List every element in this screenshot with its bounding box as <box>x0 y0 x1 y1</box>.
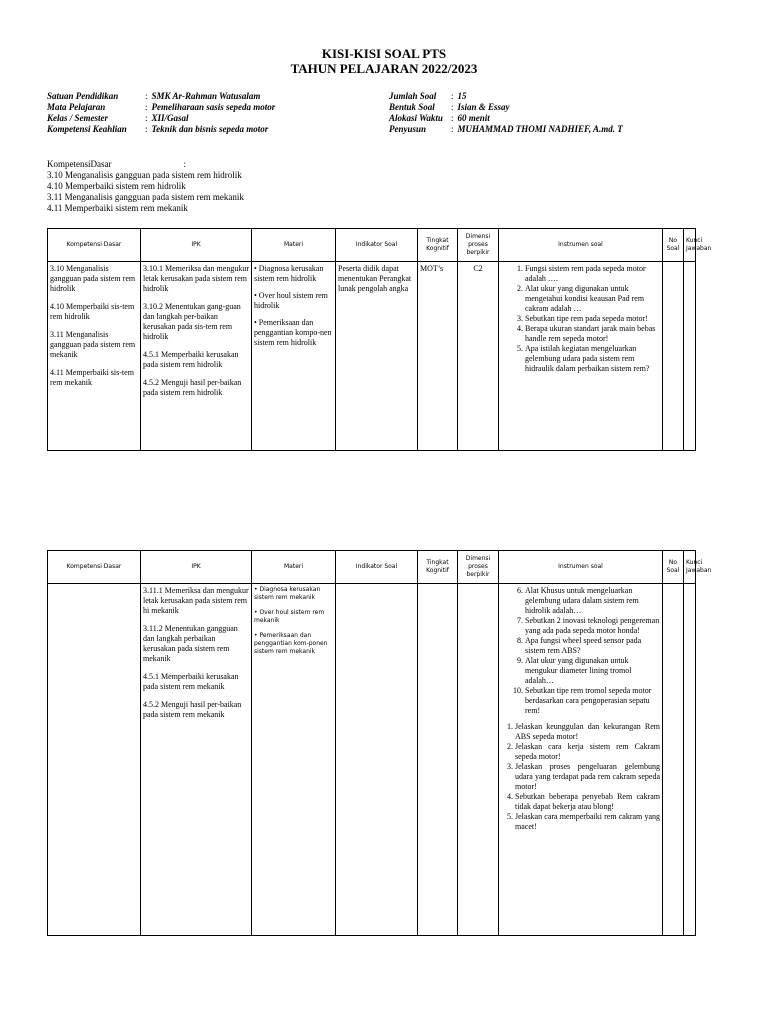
col-kd: Kompetensi Dasar <box>48 551 141 584</box>
meta-sep: : <box>145 91 148 101</box>
question-item: 9. Alat ukur yang digunakan untuk mengukur diameter lining tromol adalah… <box>525 656 660 686</box>
materi-item: • Pemeriksaan dan penggantian kom-ponen sistem rem mekanik <box>254 632 328 655</box>
materi-item: • Over houl sistem rem mekanik <box>254 609 325 624</box>
instrumen-list <box>501 264 660 374</box>
question-item: 1. Fungsi sistem rem pada sepeda motor adalah …. <box>525 264 660 284</box>
col-ipk: IPK <box>141 551 252 584</box>
tingkat-cell <box>418 584 458 936</box>
question-item: 10. Sebutkan tipe rem tromol sepeda motor berdasarkan cara pengoperasian sepatu rem! <box>525 686 660 716</box>
col-tingkat: Tingkat Kognitif <box>418 551 458 584</box>
ipk-entry: 3.11.1 Memeriksa dan mengukur letak kerusakan pada sistem rem hi mekanik <box>143 586 249 615</box>
question-item: 5. Apa istilah kegiatan mengeluarkan gelembung udara pada sistem rem hidraulik dalam perbaikan sistem rem? <box>525 344 660 374</box>
kd-intro <box>47 159 244 214</box>
doc-title: KISI-KISI SOAL PTS <box>321 46 447 61</box>
meta-value: MUHAMMAD THOMI NADHIEF, A.md. T <box>457 124 623 134</box>
meta-value: SMK Ar-Rahman Watusalam <box>151 91 261 101</box>
col-no: No Soal <box>663 229 684 262</box>
doc-subtitle: TAHUN PELAJARAN 2022/2023 <box>290 61 478 76</box>
kd-item: 3.10 Menganalisis gangguan pada sistem rem hidrolik <box>47 170 242 180</box>
kisi-table-2 <box>47 550 712 936</box>
materi-cell <box>252 262 336 451</box>
meta-sep: : <box>145 113 148 123</box>
no-cell <box>663 262 684 451</box>
kisi-table-1 <box>47 228 712 451</box>
meta-left <box>47 91 275 135</box>
meta-sep: : <box>451 113 454 123</box>
kd-colon: : <box>183 159 186 169</box>
dimensi-cell: C2 <box>458 262 499 451</box>
question-text: Alat ukur yang digunakan untuk mengetahui kondisi keausan Pad rem cakram adalah … <box>525 284 645 313</box>
col-ipk: IPK <box>141 229 252 262</box>
kd-item: 4.11 Memperbaiki sistem rem mekanik <box>47 203 188 213</box>
col-instrumen: Instrumen soal <box>499 229 663 262</box>
indikator-cell <box>336 584 418 936</box>
materi-item: • Over houl sistem rem hidrolik <box>254 291 328 310</box>
kd-cell <box>48 584 141 936</box>
kd-cell <box>48 262 141 451</box>
no-cell <box>663 584 684 936</box>
kunci-cell <box>684 584 696 936</box>
meta-value: 60 menit <box>457 113 490 123</box>
col-no: No Soal <box>663 551 684 584</box>
meta-value: Teknik dan bisnis sepeda motor <box>151 124 269 134</box>
kunci-cell <box>684 262 696 451</box>
essay-item: 5. Jelaskan cara memperbaiki rem cakram yang macet! <box>515 812 660 832</box>
materi-item: • Pemeriksaan dan penggantian kompo-nen sistem rem hidrolik <box>254 318 332 347</box>
kd-entry: 4.11 Memperbaiki sis-tem rem mekanik <box>50 368 134 387</box>
meta-label: Satuan Pendidikan <box>47 91 119 101</box>
meta-label: Kelas / Semester <box>47 113 108 123</box>
essay-item: 4. Sebutkan beberapa penyebab Rem cakram tidak dapat bekerja atau blong! <box>515 792 660 812</box>
kd-entry: 3.11 Menganalisis gangguan pada sistem rem mekanik <box>50 330 136 359</box>
kd-item: 4.10 Memperbaiki sistem rem hidrolik <box>47 181 186 191</box>
meta-value: Pemeliharaan sasis sepeda motor <box>151 102 276 112</box>
col-kunci: Kunci Jawaban <box>684 551 696 584</box>
ipk-cell <box>141 584 252 936</box>
col-materi: Materi <box>252 551 336 584</box>
essay-item: 1. Jelaskan keunggulan dan kekurangan Rem ABS sepeda motor! <box>515 722 660 742</box>
question-item: 3. Sebutkan tipe rem pada sepeda motor! <box>525 314 660 324</box>
col-dimensi: Dimensi proses berpikir <box>458 551 499 584</box>
ipk-entry: 4.5.1 Memperbaiki kerusakan pada sistem rem mekanik <box>143 672 239 691</box>
col-instrumen: Instrumen soal <box>499 551 663 584</box>
question-item <box>525 284 660 314</box>
question-item: 7. Sebutkan 2 inovasi teknologi pengereman yang ada pada sepeda motor honda! <box>525 616 660 636</box>
materi-item: • Diagnosa kerusakan sistem rem hidrolik <box>254 264 324 283</box>
question-item: 4. Berapa ukuran standart jarak main bebas handle rem sepeda motor! <box>525 324 660 344</box>
table-header-row <box>48 229 696 262</box>
question-item: 8. Apa fungsi wheel speed sensor pada sistem rem ABS? <box>525 636 660 656</box>
kd-heading: KompetensiDasar <box>47 159 112 169</box>
instrumen-cell <box>499 584 663 936</box>
meta-sep: : <box>451 102 454 112</box>
col-tingkat: Tingkat Kognitif <box>418 229 458 262</box>
col-materi: Materi <box>252 229 336 262</box>
meta-value: 15 <box>457 91 467 101</box>
col-indikator: Indikator Soal <box>336 551 418 584</box>
essay-list <box>501 722 660 832</box>
materi-cell <box>252 584 336 936</box>
table-row <box>48 262 696 451</box>
ipk-entry: 3.10.2 Menentukan gang-guan dan langkah per-baikan kerusakan pada sis-tem rem hidrolik <box>143 302 241 341</box>
meta-label: Penyusun <box>389 124 427 134</box>
meta-sep: : <box>145 124 148 134</box>
kd-entry: 4.10 Memperbaiki sis-tem rem hidrolik <box>50 302 135 321</box>
meta-sep: : <box>451 91 454 101</box>
instrumen-cell <box>499 262 663 451</box>
indikator-cell: Peserta didik dapat menentukan Perangkat lunak pengolah angka <box>336 262 418 451</box>
col-indikator: Indikator Soal <box>336 229 418 262</box>
ipk-cell <box>141 262 252 451</box>
ipk-entry: 4.5.2 Menguji hasil per-baikan pada sistem rem hidrolik <box>143 378 242 397</box>
col-kd: Kompetensi Dasar <box>48 229 141 262</box>
meta-label: Alokasi Waktu <box>389 113 443 123</box>
materi-item: • Diagnosa kerusakan sistem rem mekanik <box>254 586 321 601</box>
kd-item: 3.11 Menganalisis gangguan pada sistem rem mekanik <box>47 192 244 202</box>
meta-label: Jumlah Soal <box>389 91 437 101</box>
col-dimensi: Dimensi proses berpikir <box>458 229 499 262</box>
meta-label: Mata Pelajaran <box>47 102 106 112</box>
meta-sep: : <box>145 102 148 112</box>
tingkat-cell: MOT’s <box>418 262 458 451</box>
ipk-entry: 4.5.1 Memperbaiki kerusakan pada sistem rem hidrolik <box>143 350 239 369</box>
meta-label: Bentuk Soal <box>389 102 435 112</box>
table-header-row <box>48 551 696 584</box>
ipk-entry: 3.10.1 Memeriksa dan mengukur letak kerusakan pada sistem rem hidrolik <box>143 264 249 293</box>
meta-label: Kompetensi Keahlian <box>47 124 127 134</box>
table-row <box>48 584 696 936</box>
meta-value: Isian & Essay <box>457 102 510 112</box>
essay-item: 3. Jelaskan proses pengeluaran gelembung udara yang terdapat pada rem cakram sepeda motor! <box>515 762 660 792</box>
ipk-entry: 4.5.2 Menguji hasil per-baikan pada sistem rem mekanik <box>143 700 242 719</box>
ipk-entry: 3.11.2 Menentukan gangguan dan langkah perbaikan kerusakan pada sistem rem mekanik <box>143 624 238 663</box>
kd-entry: 3.10 Menganalisis gangguan pada sistem rem hidrolik <box>50 264 136 293</box>
meta-right <box>389 91 623 135</box>
question-item: 6. Alat Khusus untuk mengeluarkan gelembung udara dalam sistem rem hidrolik adalah… <box>525 586 660 616</box>
essay-item: 2. Jelaskan cara kerja sistem rem Cakram sepeda motor! <box>515 742 660 762</box>
meta-sep: : <box>451 124 454 134</box>
instrumen-list <box>501 586 660 716</box>
dimensi-cell <box>458 584 499 936</box>
col-kunci: Kunci Jawaban <box>684 229 696 262</box>
meta-value: XII/Gasal <box>151 113 189 123</box>
